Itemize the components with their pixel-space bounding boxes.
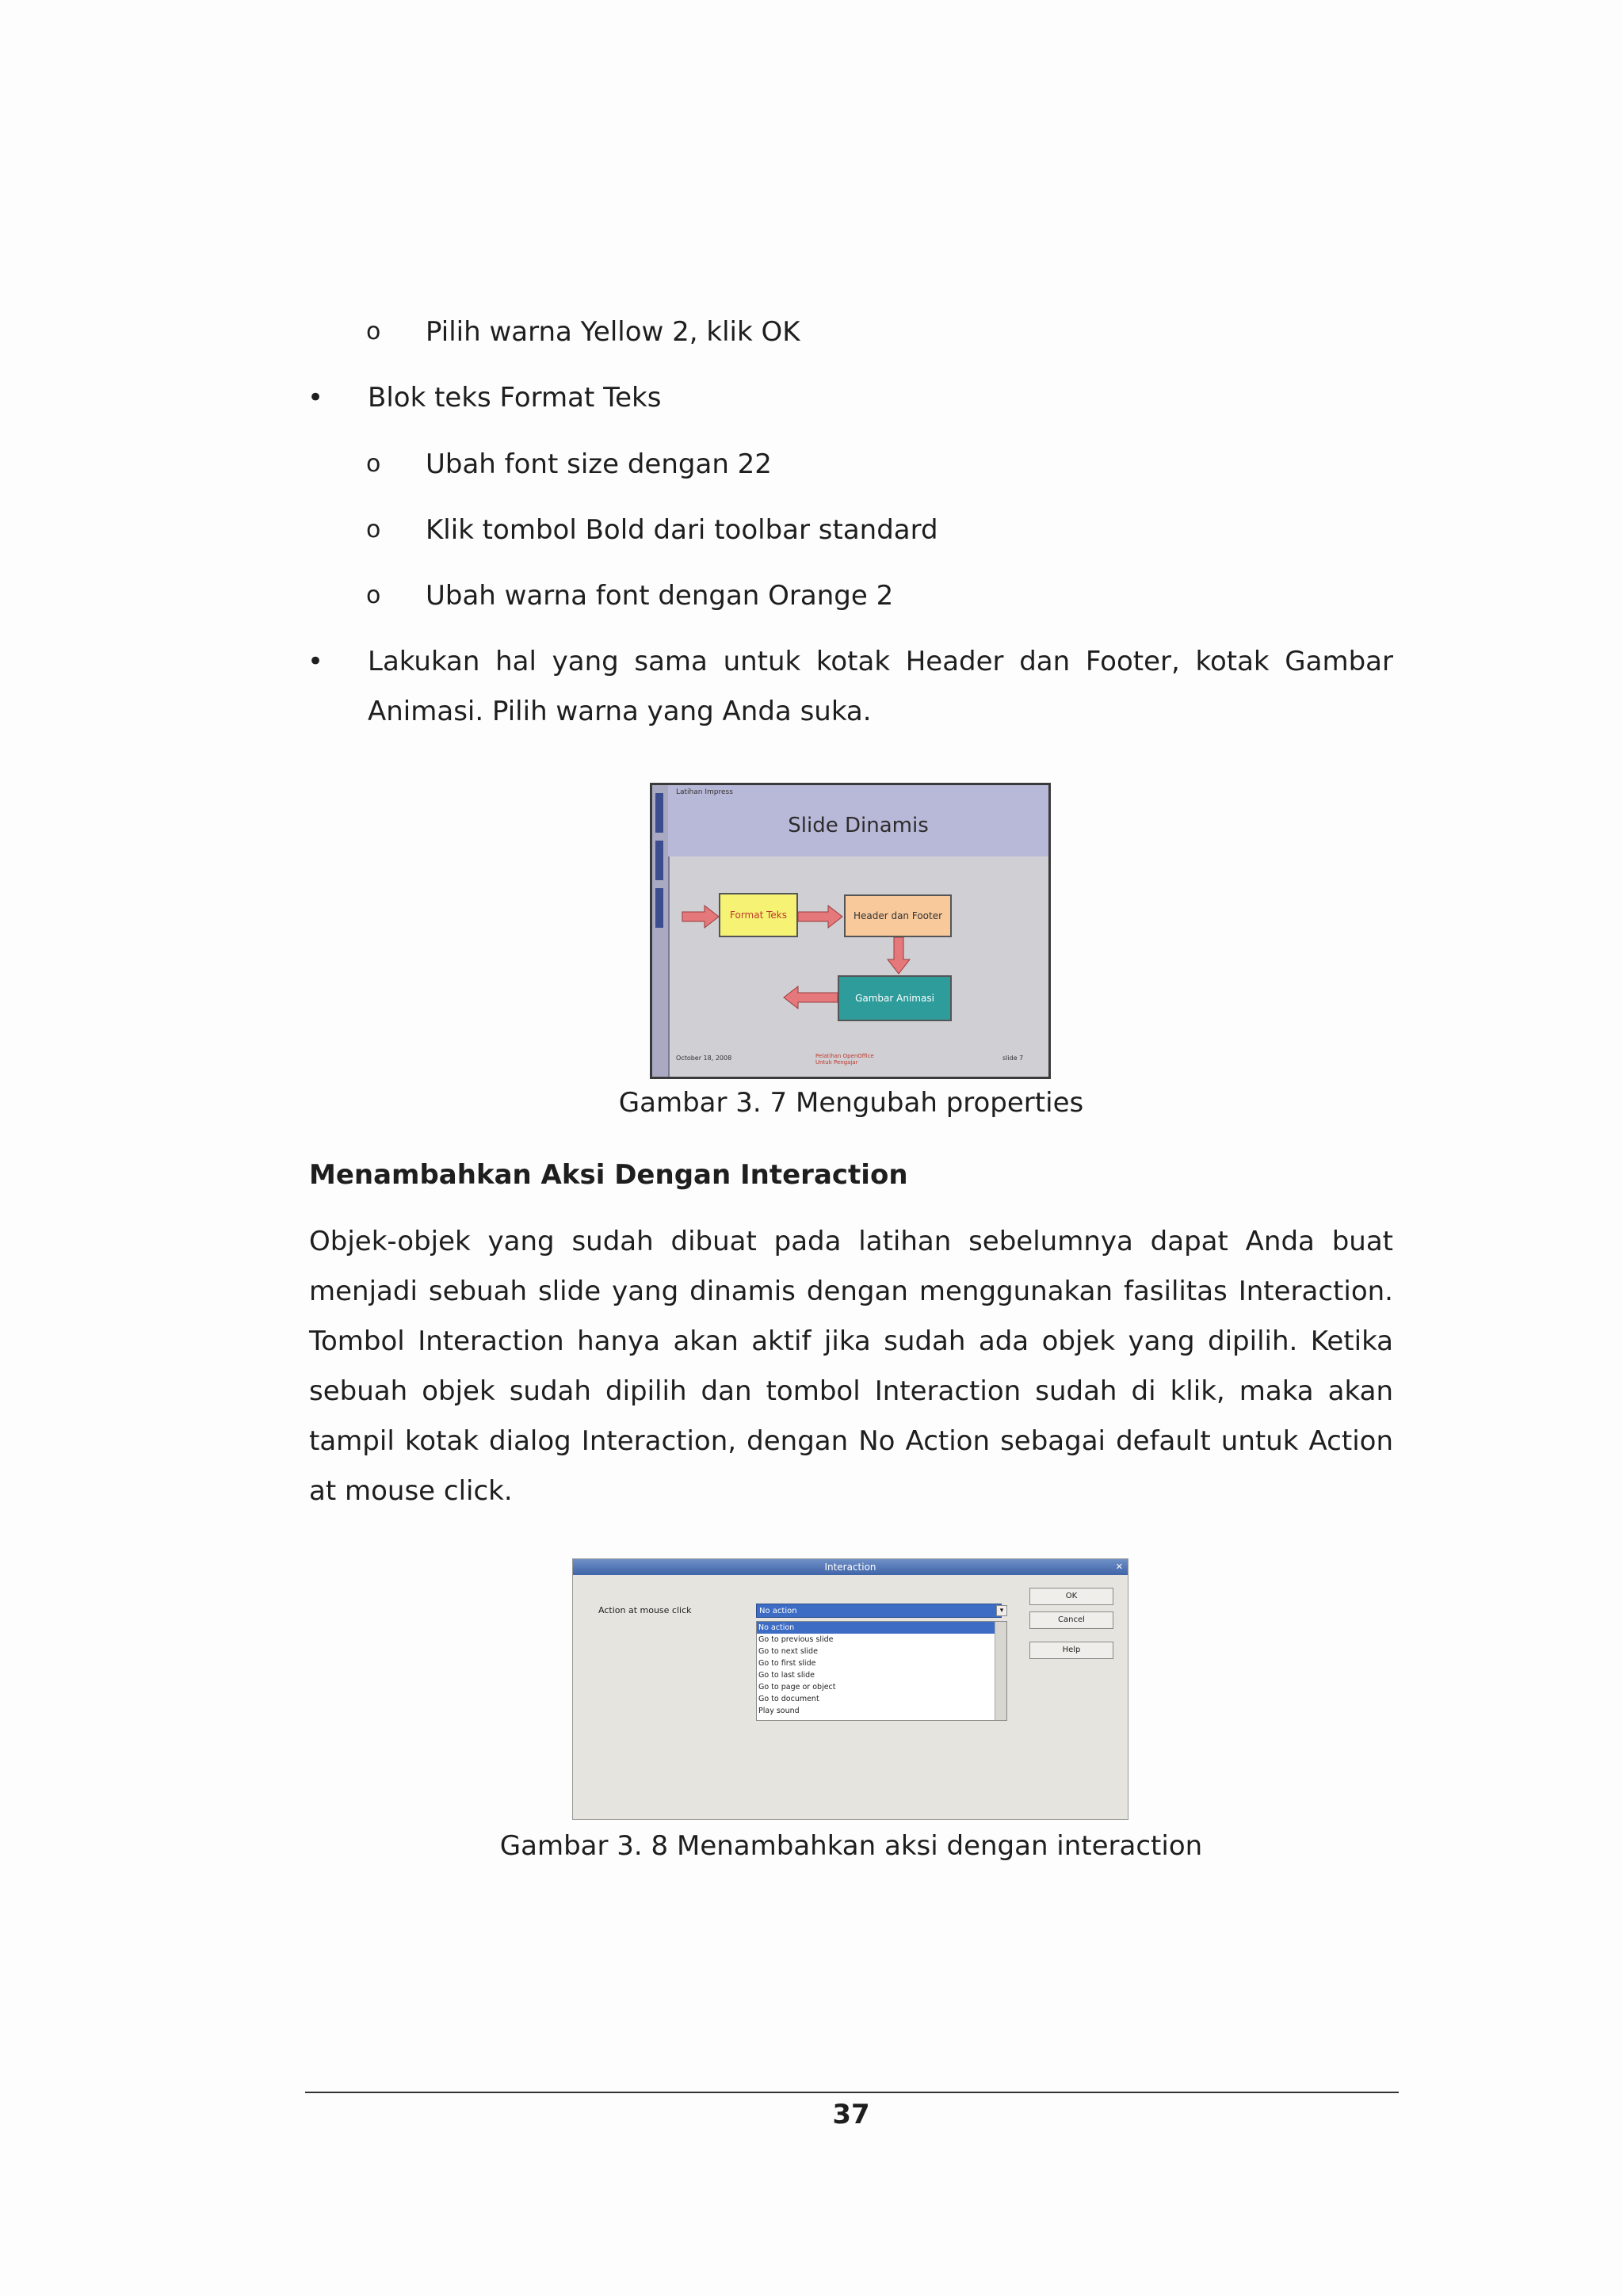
- action-select[interactable]: No action: [756, 1604, 1002, 1618]
- list-option[interactable]: Play sound: [758, 1707, 800, 1715]
- list-option[interactable]: Go to document: [758, 1695, 819, 1703]
- list-item-text: Ubah warna font dengan Orange 2: [426, 580, 894, 612]
- slide-title: Slide Dinamis: [788, 814, 929, 837]
- bullet-marker: o: [366, 582, 381, 609]
- figure-caption: Gambar 3. 7 Mengubah properties: [618, 1087, 1084, 1119]
- cancel-button[interactable]: Cancel: [1029, 1611, 1113, 1629]
- list-item-text: Pilih warna Yellow 2, klik OK: [426, 316, 800, 348]
- arrow-header-to-gambar: [888, 937, 910, 974]
- arrow-format-to-header: [798, 906, 842, 928]
- close-icon[interactable]: ✕: [1115, 1562, 1123, 1572]
- box-gambar-animasi: Gambar Animasi: [838, 975, 952, 1021]
- dialog-title: Interaction: [824, 1562, 876, 1573]
- ok-button[interactable]: OK: [1029, 1588, 1113, 1605]
- bullet-marker: o: [366, 516, 381, 543]
- bullet-marker: •: [307, 382, 324, 414]
- figure-caption: Gambar 3. 8 Menambahkan aksi dengan interaction: [499, 1830, 1203, 1862]
- list-item-text: Klik tombol Bold dari toolbar standard: [426, 514, 938, 546]
- chevron-down-icon[interactable]: ▾: [996, 1605, 1007, 1616]
- page-number: 37: [832, 2099, 870, 2130]
- arrow-left-in: [682, 906, 719, 928]
- slide-footer-date: October 18, 2008: [676, 1055, 732, 1062]
- list-option[interactable]: Go to page or object: [758, 1683, 836, 1691]
- slide-footer-page: slide 7: [1002, 1055, 1024, 1062]
- arrow-gambar-out: [784, 986, 838, 1009]
- list-option[interactable]: Go to previous slide: [758, 1635, 834, 1644]
- bullet-marker: •: [307, 646, 324, 677]
- slide-crumb: Latihan Impress: [676, 788, 733, 796]
- list-option[interactable]: No action: [757, 1622, 1006, 1634]
- bullet-marker: o: [366, 450, 381, 478]
- list-scrollbar[interactable]: [995, 1622, 1006, 1720]
- box-header-footer: Header dan Footer: [844, 894, 952, 937]
- list-option[interactable]: Go to last slide: [758, 1671, 815, 1680]
- help-button[interactable]: Help: [1029, 1642, 1113, 1659]
- action-options-list[interactable]: [756, 1621, 1007, 1721]
- list-option[interactable]: Go to first slide: [758, 1659, 816, 1668]
- slide-figure: [650, 783, 1051, 1079]
- list-item-text: Lakukan hal yang sama untuk kotak Header dan Footer, kotak Gambar Animasi. Pilih warna yang Anda suka.: [368, 646, 1393, 727]
- list-item-text: Blok teks Format Teks: [368, 382, 662, 414]
- dialog-titlebar: [573, 1559, 1128, 1575]
- action-label: Action at mouse click: [598, 1605, 692, 1615]
- bullet-marker: o: [366, 318, 381, 345]
- list-item-text: Ubah font size dengan 22: [426, 448, 772, 480]
- slide-footer-center: Pelatihan OpenOffice Untuk Pengajar: [815, 1053, 874, 1066]
- list-option[interactable]: Go to next slide: [758, 1647, 818, 1656]
- footer-rule: [305, 2092, 1399, 2093]
- box-format-teks: Format Teks: [719, 893, 798, 937]
- interaction-dialog-figure: [572, 1558, 1128, 1820]
- section-heading: Menambahkan Aksi Dengan Interaction: [309, 1159, 908, 1191]
- body-paragraph: Objek-objek yang sudah dibuat pada latihan sebelumnya dapat Anda buat menjadi sebuah slide yang dinamis dengan menggunakan fasilitas Interaction. Tombol Interaction hanya akan aktif jika sudah ada objek yang dipilih. Ketika sebuah objek sudah dipilih dan tombol Interaction sudah di klik, maka akan tampil kotak dialog Interaction, dengan No Action sebagai default untuk Action at mouse click.: [309, 1226, 1393, 1507]
